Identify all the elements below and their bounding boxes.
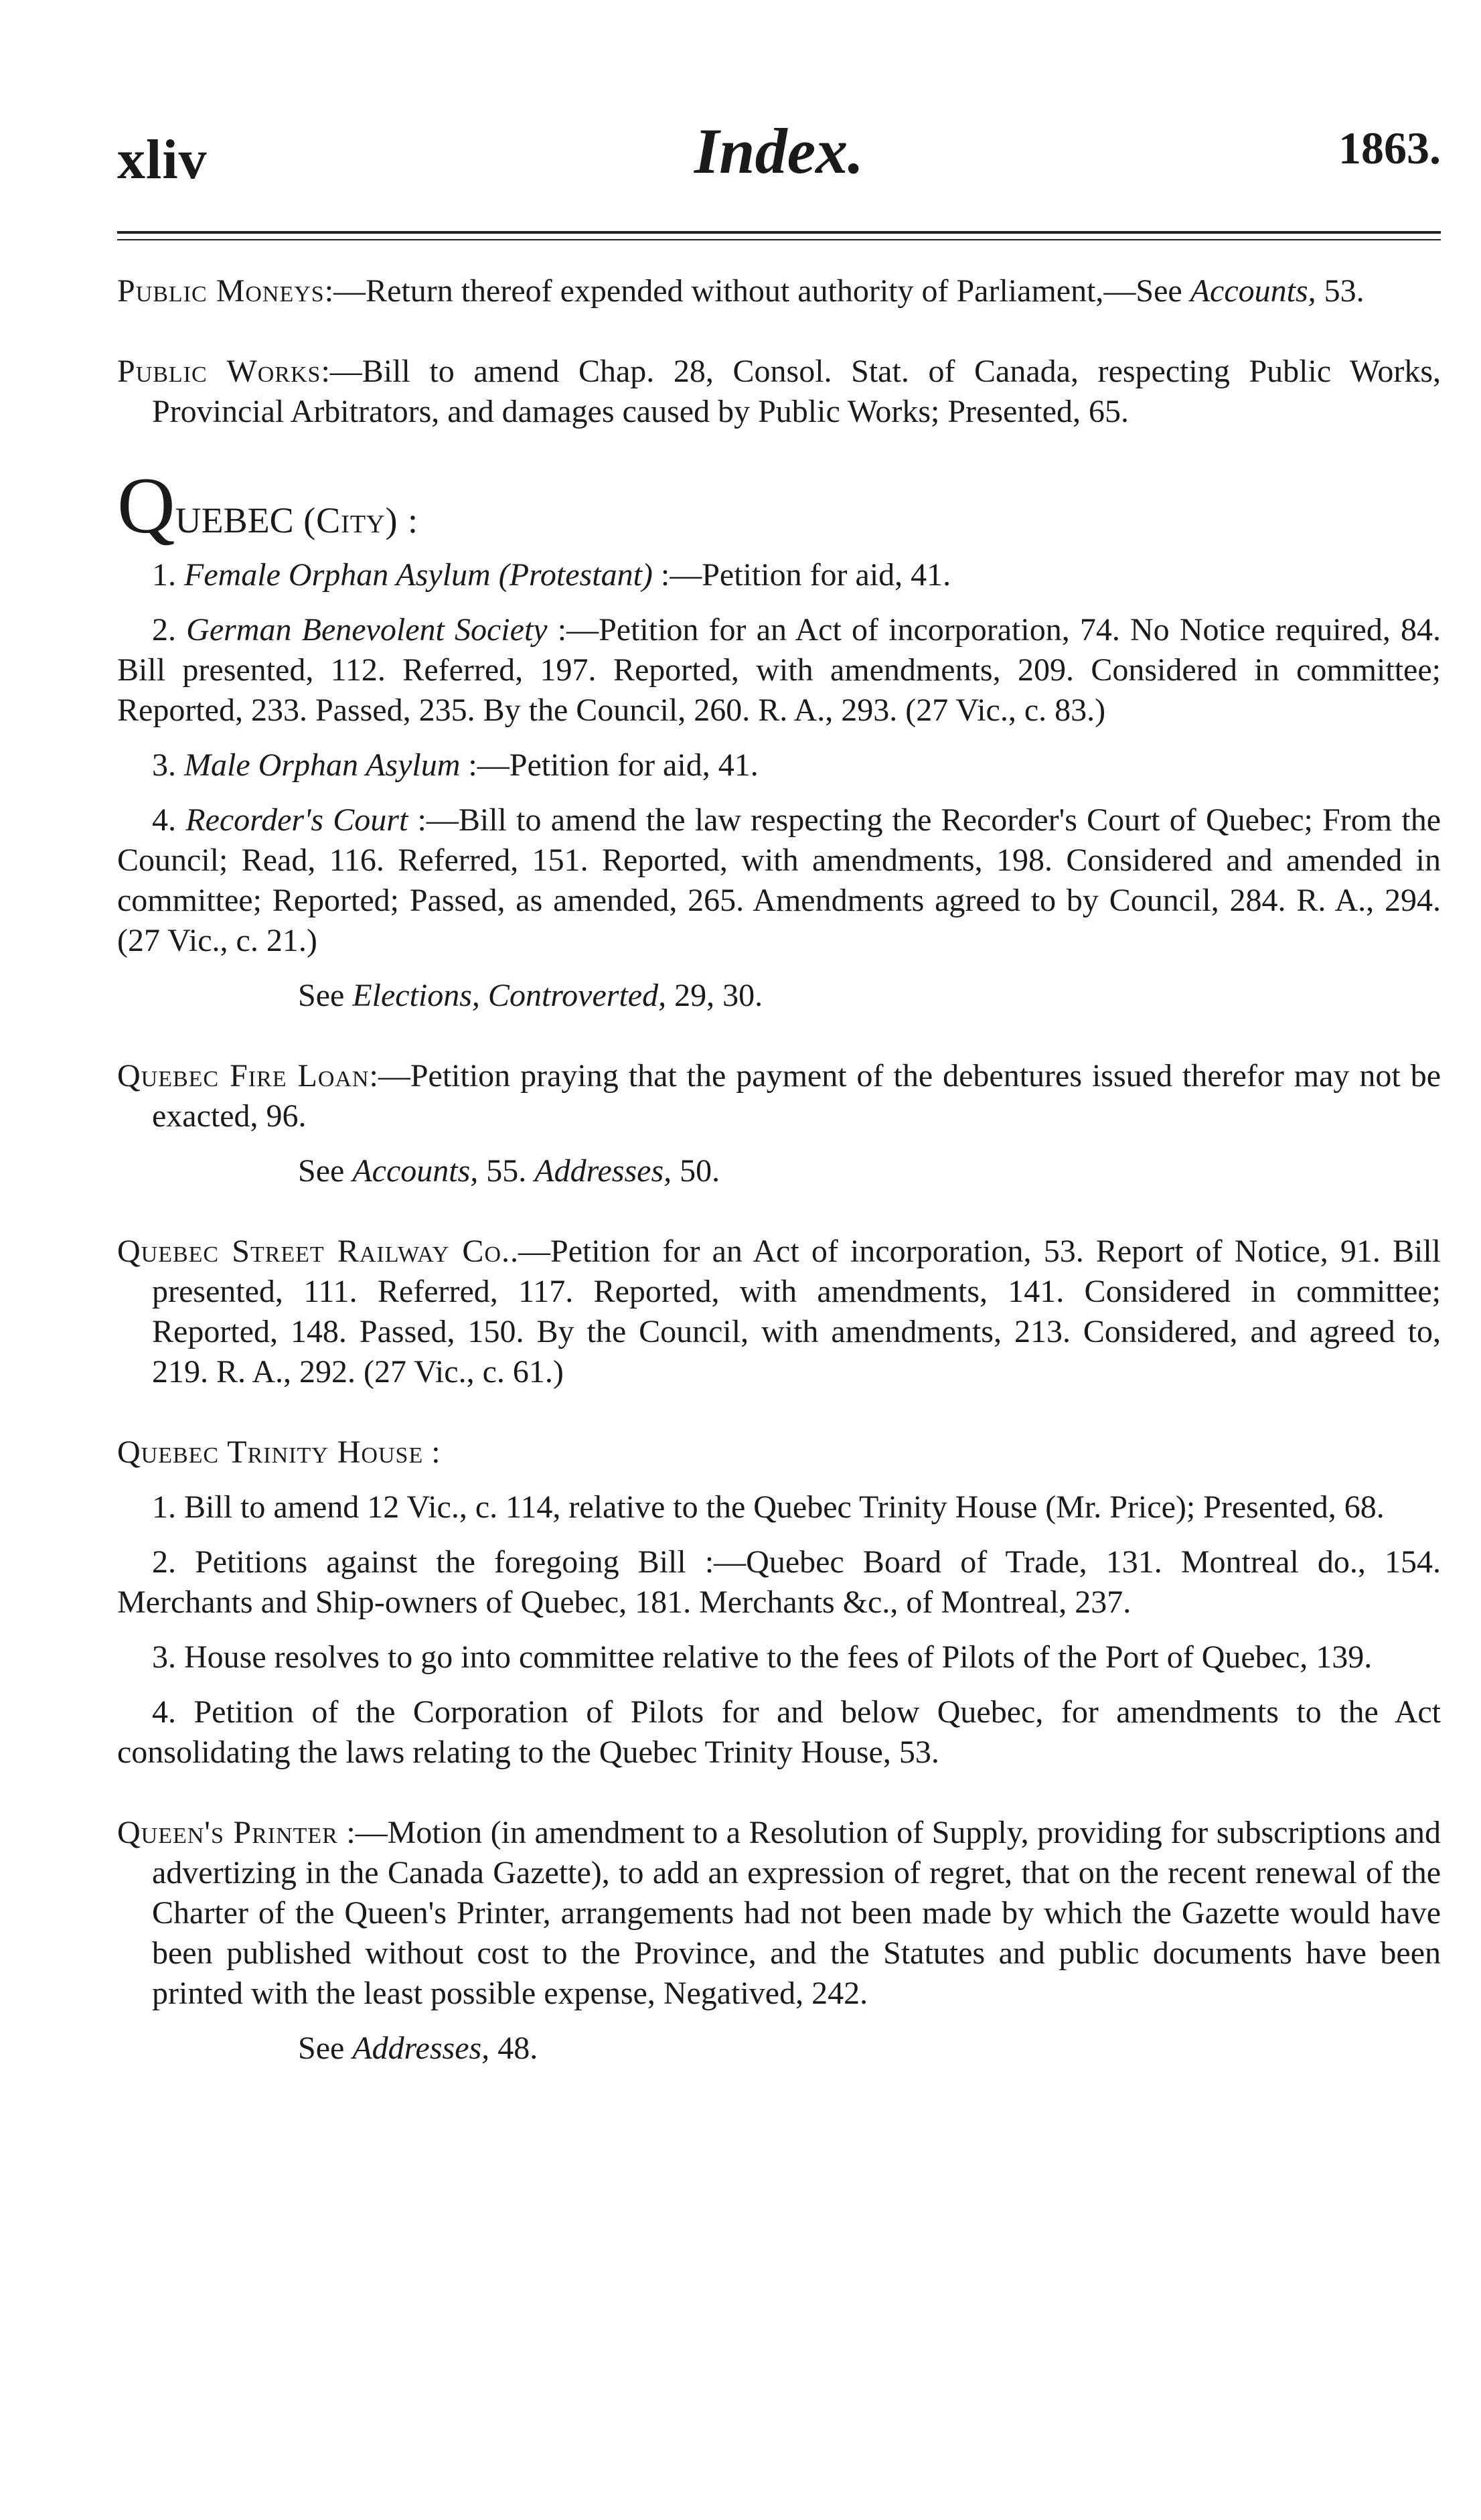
see-tail: 50. (672, 1153, 720, 1189)
see-mid: 55. (478, 1153, 535, 1189)
see-tail: 29, 30. (666, 978, 763, 1013)
drop-initial: Q (117, 461, 175, 550)
entry-text: :—Bill to amend Chap. 28, Consol. Stat. of Canada, respecting Public Works, Provincial Arbitrators, and damages caused by Public Works; Presented, 65. (152, 354, 1441, 429)
entry-public-moneys (117, 271, 1441, 311)
entry-text: :—Petition praying that the payment of the debentures issued therefor may not be exacted, 96. (152, 1058, 1441, 1134)
header-rule (117, 231, 1441, 240)
cross-ref: Addresses, (534, 1153, 672, 1189)
section-heading-quebec-city (117, 461, 1441, 550)
entry-colon: : (423, 1434, 441, 1470)
page-number: xliv (117, 129, 208, 191)
item-text: :—Petition for aid, 41. (652, 557, 951, 593)
quebec-city-item-2 (117, 610, 1441, 731)
page-title: Index. (694, 115, 864, 187)
cross-ref: Addresses, (352, 2030, 490, 2066)
index-content (117, 271, 1441, 2069)
item-name: Recorder's Court (185, 802, 408, 838)
entry-text: :—Return thereof expended without authority of Parliament,—See (324, 273, 1190, 309)
entry-public-works (117, 352, 1441, 432)
entry-head: Quebec Fire Loan (117, 1058, 370, 1094)
entry-head: Quebec Street Railway Co. (117, 1234, 510, 1269)
item-text: :—Petition for aid, 41. (460, 747, 759, 783)
trinity-house-item-2: 2. Petitions against the foregoing Bill :—Quebec Board of Trade, 131. Montreal do., 154. Merchants and Ship-owners of Quebec, 181. Merchants &c., of Montreal, 237. (117, 1544, 1441, 1620)
see-prefix: See (298, 978, 353, 1013)
quebec-city-item-3 (117, 745, 1441, 786)
quebec-city-item-1 (117, 555, 1441, 595)
entry-head: Public Moneys (117, 273, 325, 309)
quebec-city-item-4 (117, 800, 1441, 961)
see-prefix: See (298, 2030, 353, 2066)
item-name: Male Orphan Asylum (184, 747, 461, 783)
heading-rest: UEBEC (175, 500, 294, 540)
entry-head: Public Works (117, 354, 321, 389)
entry-quebec-fire-loan (117, 1056, 1441, 1136)
cross-ref: Elections, Controverted, (352, 978, 667, 1013)
trinity-house-item-1: 1. Bill to amend 12 Vic., c. 114, relative to the Quebec Trinity House (Mr. Price); Presented, 68. (152, 1489, 1385, 1525)
cross-ref: Accounts, (352, 1153, 479, 1189)
item-number: 3. (152, 747, 184, 783)
entry-tail: 53. (1316, 273, 1365, 309)
item-number: 2. (152, 612, 187, 648)
entry-quebec-street-railway (117, 1232, 1441, 1392)
entry-head: Queen's Printer (117, 1815, 338, 1850)
item-number: 1. (152, 557, 184, 593)
item-number: 4. (152, 802, 186, 838)
item-text: :—Bill to amend the law respecting the Recorder's Court of Quebec; From the Council; Read, 116. Referred, 151. Reported, with amendments, 198. Considered and amended in committee; Reported; Passed, as amended, 265. Amendments agreed to by Council, 284. R. A., 294. (27 Vic., c. 21.) (117, 802, 1441, 958)
page-year: 1863. (1338, 123, 1441, 173)
entry-text: :—Motion (in amendment to a Resolution of Supply, providing for subscriptions and advertizing in the Canada Gazette), to add an expression of regret, that on the recent renewal of the Charter of the Queen's Printer, arrangements had not been made by which the Gazette would have been published without cost to the Province, and the Statutes and public documents have been printed with the least possible expense, Negatived, 242. (152, 1815, 1441, 2011)
see-tail: 48. (489, 2030, 538, 2066)
item-text: :—Petition for an Act of incorporation, 74. No Notice required, 84. Bill presented, 112. Referred, 197. Reported, with amendments, 209. Considered in committee; Reported, 233. Passed, 235. By the Council, 260. R. A., 293. (27 Vic., c. 83.) (117, 612, 1441, 728)
see-also-quebec-fire-loan (117, 1151, 1441, 1191)
see-also-quebec-city (117, 976, 1441, 1016)
trinity-house-item-4: 4. Petition of the Corporation of Pilots for and below Quebec, for amendments to the Act consolidating the laws relating to the Quebec Trinity House, 53. (117, 1694, 1441, 1770)
entry-quebec-trinity-house (117, 1432, 1441, 1473)
see-also-queens-printer (117, 2028, 1441, 2069)
page-header (117, 114, 1441, 201)
heading-paren: (City) : (293, 500, 418, 540)
item-name: Female Orphan Asylum (Protestant) (184, 557, 653, 593)
entry-text: .—Petition for an Act of incorporation, 53. Report of Notice, 91. Bill presented, 111. Referred, 117. Reported, with amendments, 141. Considered in committee; Reported, 148. Passed, 150. By the Council, with amendments, 213. Considered, and agreed to, 219. R. A., 292. (27 Vic., c. 61.) (152, 1234, 1441, 1390)
entry-head: Quebec Trinity House (117, 1434, 424, 1470)
see-prefix: See (298, 1153, 353, 1189)
cross-ref: Accounts, (1190, 273, 1316, 309)
entry-queens-printer (117, 1813, 1441, 2014)
item-name: German Benevolent Society (186, 612, 548, 648)
trinity-house-item-3: 3. House resolves to go into committee relative to the fees of Pilots of the Port of Quebec, 139. (152, 1639, 1373, 1675)
